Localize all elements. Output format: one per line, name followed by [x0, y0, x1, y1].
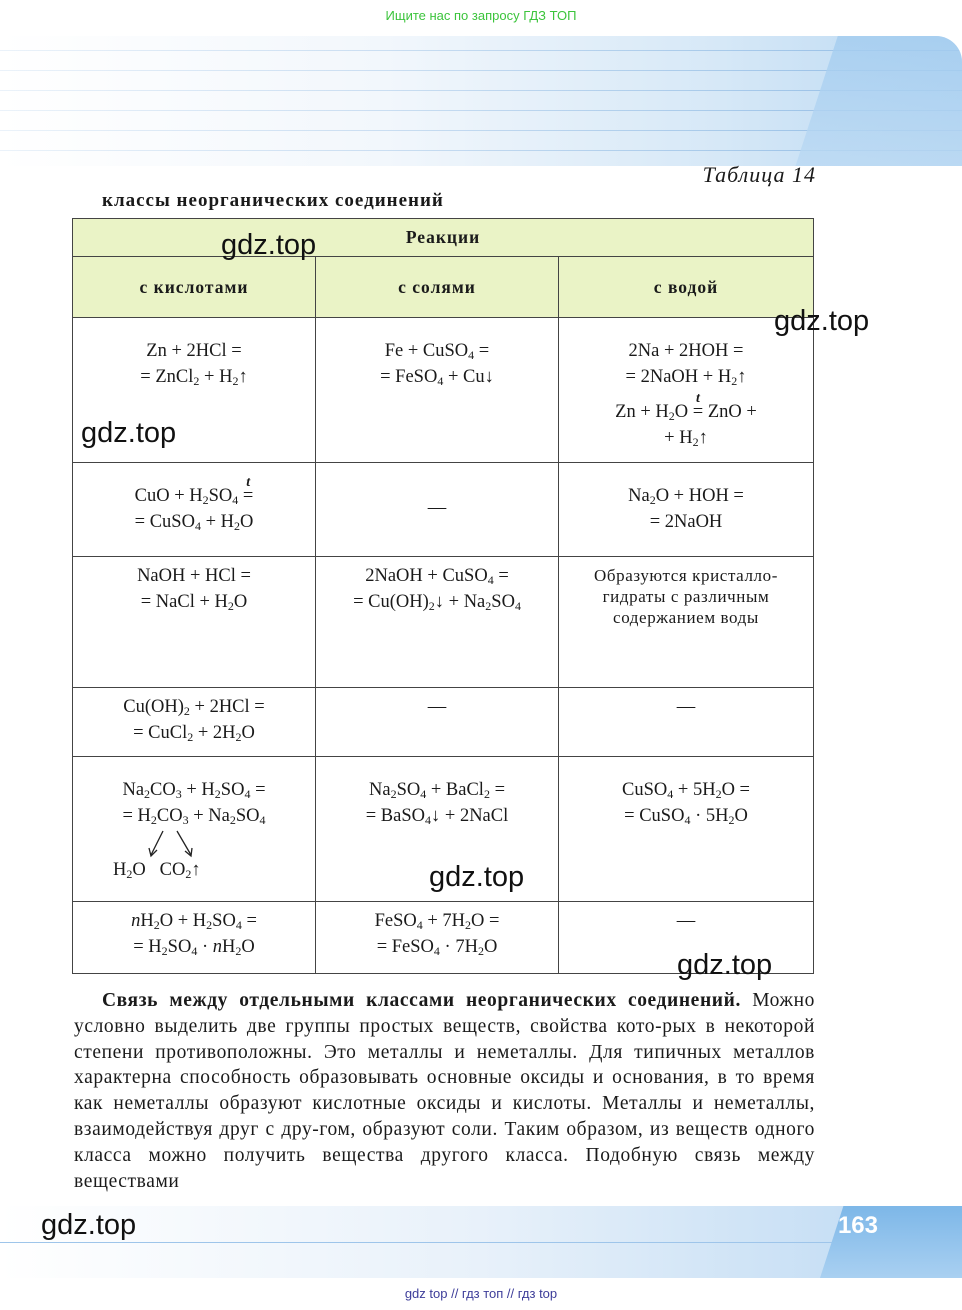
table-cell: $Na_2CO_3 + H_2SO_4$ = = $H_2CO_3 + Na_2SO_4$ $H_2O$ $CO_2↑$ [73, 757, 316, 902]
table-cell: Zn + 2HCl = = ZnCl$_2$ + $H_2↑$ [73, 318, 316, 463]
table-cell: — [559, 688, 814, 757]
table-cell: — [559, 902, 814, 974]
watermark: gdz.top [429, 861, 525, 893]
table-row [56, 688, 814, 757]
table-cell: Fe + CuSO$_4$ = = FeSO$_4$ + Cu↓ [316, 318, 559, 463]
table-row [56, 463, 814, 557]
top-banner[interactable]: Ищите нас по запросу ГДЗ ТОП [385, 8, 577, 23]
paragraph-lead: Связь между отдельными классами неорганических соединений. [102, 990, 741, 1011]
header-decoration [0, 36, 962, 166]
decomposition-arrows [73, 829, 315, 857]
page-number: 163 [837, 1212, 878, 1239]
header-with-acids: с кислотами [73, 257, 316, 318]
footer-decoration [0, 1206, 962, 1278]
watermark: gdz.top [81, 417, 177, 449]
watermark: gdz.top [41, 1209, 137, 1241]
table-cell: CuSO$_4$ + $5H_2O$ = = CuSO$_4$ · $5H_2O$ [559, 757, 814, 902]
table-cell: $Na_2SO_4$ + BaCl$_2$ = = BaSO$_4$↓ + 2NaCl [316, 757, 559, 902]
table-title: классы неорганических соединений [102, 190, 444, 211]
table-cell: 2Na + 2HOH = = 2NaOH + $H_2↑$ $Zn + H_2O$ = t ZnO + + $H_2↑$ [559, 318, 814, 463]
table-cell: Образуются кристалло- гидраты с различным содержанием воды [559, 557, 814, 688]
header-reactions: Реакции [73, 219, 814, 257]
watermark: gdz.top [677, 949, 773, 981]
header-with-salts: с солями [316, 257, 559, 318]
table-caption: Таблица 14 [702, 162, 816, 187]
table-cell: — [316, 688, 559, 757]
table-cell: $nH_2O + H_2SO_4$ = = $H_2SO_4 \cdot nH_2O$ [73, 902, 316, 974]
paragraph-text: Можно условно выделить две группы простых веществ, свойства кото-рых в некоторой степени противоположны. Это металлы и неметаллы. Для типичных металлов характерна способность образовывать основные оксиды и основания, в то время как неметаллы образуют кислотные оксиды и кислоты. Металлы и неметаллы, взаимодействуя друг с дру-гом, образуют соли. Таким образом, из веществ одного класса можно получить вещества другого класса. Подобную связь между веществами [74, 990, 815, 1192]
table-cell: 2NaOH + CuSO$_4$ = = $Cu(OH)_2↓ + Na_2SO_4$ [316, 557, 559, 688]
bottom-banner[interactable]: gdz top // гдз топ // гдз top [404, 1286, 558, 1301]
table-cell: — [316, 463, 559, 557]
table-row [56, 557, 814, 688]
watermark: gdz.top [774, 305, 870, 337]
table-cell: CuO + $H_2SO_4$ = t = CuSO$_4$ + $H_2O$ [73, 463, 316, 557]
table-cell: $Cu(OH)_2 + 2HCl$ = = CuCl$_2$ + $2H_2O$ [73, 688, 316, 757]
header-with-water: с водой [559, 257, 814, 318]
table-cell: FeSO$_4$ + $7H_2O$ = = FeSO$_4$ · $7H_2O$ [316, 902, 559, 974]
body-paragraph [74, 988, 815, 1194]
table-cell: NaOH + HCl = = NaCl + $H_2O$ [73, 557, 316, 688]
table-cell: $Na_2O$ + HOH = = 2NaOH [559, 463, 814, 557]
watermark: gdz.top [221, 229, 317, 261]
